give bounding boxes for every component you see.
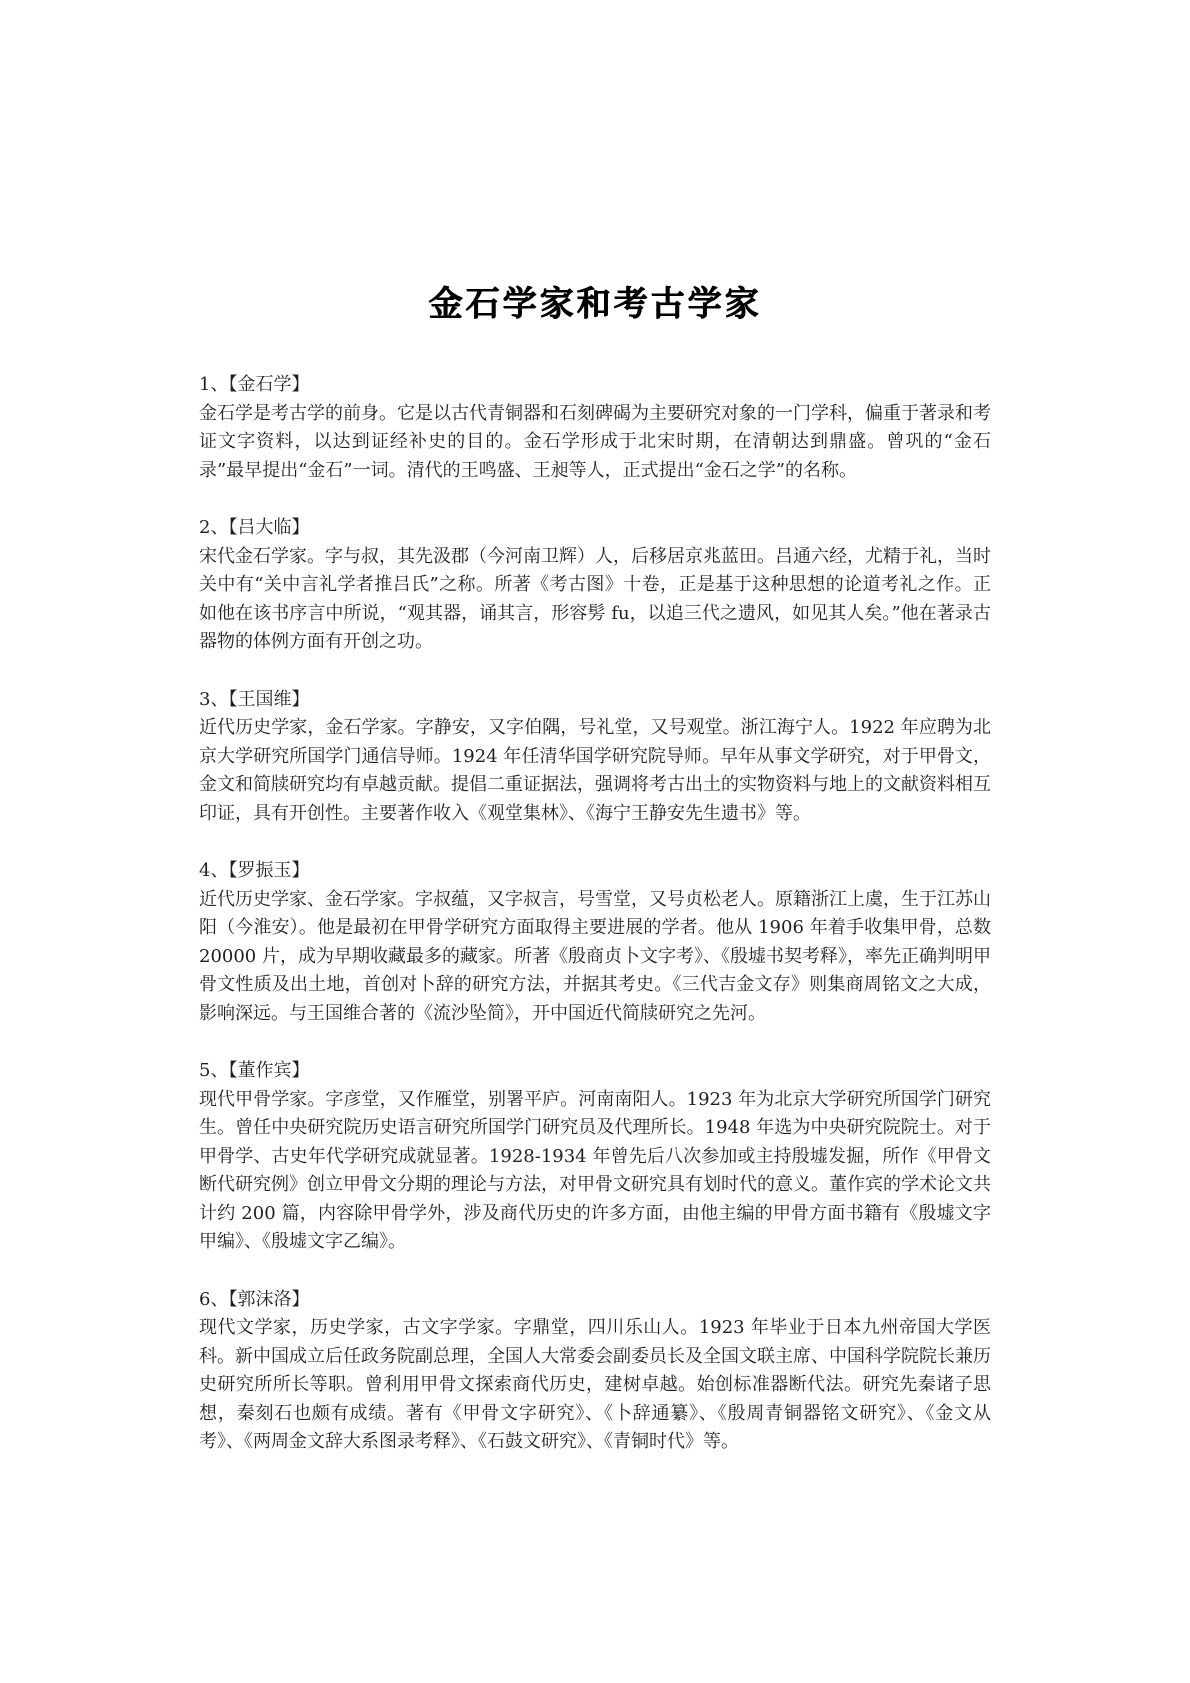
- section-jinshixue: [199, 371, 991, 485]
- section-guomoruo: [199, 1286, 991, 1457]
- section-heading: 4、【罗振玉】: [199, 860, 310, 881]
- section-body: 现代甲骨学家。字彦堂，又作雁堂，别署平庐。河南南阳人。1923 年为北京大学研究所国学门研究生。曾任中央研究院历史语言研究所国学门研究员及代理所长。1948 年选为中央研究院院士。对于甲骨学、古史年代学研究成就显著。1928-1934 年曾先后八次参加或主持殷墟发掘，所作《甲骨文断代研究例》创立甲骨文分期的理论与方法，对甲骨文研究具有划时代的意义。董作宾的学术论文共计约 200 篇，内容除甲骨学外，涉及商代历史的许多方面，由他主编的甲骨方面书籍有《殷墟文字甲编》、《殷墟文字乙编》。: [199, 1088, 991, 1252]
- section-body: 宋代金石学家。字与叔，其先汲郡（今河南卫辉）人，后移居京兆蓝田。吕通六经，尤精于礼，当时关中有“关中言礼学者推吕氏”之称。所著《考古图》十卷，正是基于这种思想的论道考礼之作。正如他在该书序言中所说，“观其器，诵其言，形容髣 fu，以追三代之遗风，如见其人矣。”他在著录古器物的体例方面有开创之功。: [199, 545, 991, 652]
- section-body: 现代文学家，历史学家，古文字学家。字鼎堂，四川乐山人。1923 年毕业于日本九州帝国大学医科。新中国成立后任政务院副总理，全国人大常委会副委员长及全国文联主席、中国科学院院长兼历史研究所所长等职。曾利用甲骨文探索商代历史，建树卓越。始创标准器断代法。研究先秦诸子思想，秦刻石也颇有成绩。著有《甲骨文字研究》、《卜辞通纂》、《殷周青铜器铭文研究》、《金文从考》、《两周金文辞大系图录考释》、《石鼓文研究》、《青铜时代》等。: [199, 1317, 991, 1452]
- section-dongzuobin: [199, 1057, 991, 1257]
- section-heading: 2、【吕大临】: [199, 517, 310, 538]
- section-body: 近代历史学家、金石学家。字叔蕴，又字叔言，号雪堂，又号贞松老人。原籍浙江上虞，生于江苏山阳（今淮安）。他是最初在甲骨学研究方面取得主要进展的学者。他从 1906 年着手收集甲骨，总数 20000 片，成为早期收藏最多的藏家。所著《殷商贞卜文字考》、《殷墟书契考释》，率先正确判明甲骨文性质及出土地，首创对卜辞的研究方法，并据其考史。《三代吉金文存》则集商周铭文之大成，影响深远。与王国维合著的《流沙坠简》，开中国近代简牍研究之先河。: [199, 888, 991, 1024]
- section-heading: 3、【王国维】: [199, 688, 310, 710]
- section-heading: 5、【董作宾】: [199, 1060, 310, 1081]
- section-lvdalin: [199, 514, 991, 657]
- document-title: 金石学家和考古学家: [428, 284, 762, 324]
- section-heading: 6、【郭沫洛】: [199, 1288, 310, 1310]
- section-heading: 1、【金石学】: [199, 374, 310, 395]
- section-luozhenyu: [199, 857, 991, 1028]
- section-wangguowei: [199, 686, 991, 829]
- section-body: 近代历史学家，金石学家。字静安，又字伯隅，号礼堂，又号观堂。浙江海宁人。1922 年应聘为北京大学研究所国学门通信导师。1924 年任清华国学研究院导师。早年从事文学研究，对于甲骨文，金文和简牍研究均有卓越贡献。提倡二重证据法，强调将考古出土的实物资料与地上的文献资料相互印证，具有开创性。主要著作收入《观堂集林》、《海宁王静安先生遗书》等。: [199, 717, 991, 824]
- section-body: 金石学是考古学的前身。它是以古代青铜器和石刻碑碣为主要研究对象的一门学科，偏重于著录和考证文字资料，以达到证经补史的目的。金石学形成于北宋时期，在清朝达到鼎盛。曾巩的“金石录”最早提出“金石”一词。清代的王鸣盛、王昶等人，正式提出“金石之学”的名称。: [199, 402, 991, 481]
- document-content: [199, 276, 991, 1486]
